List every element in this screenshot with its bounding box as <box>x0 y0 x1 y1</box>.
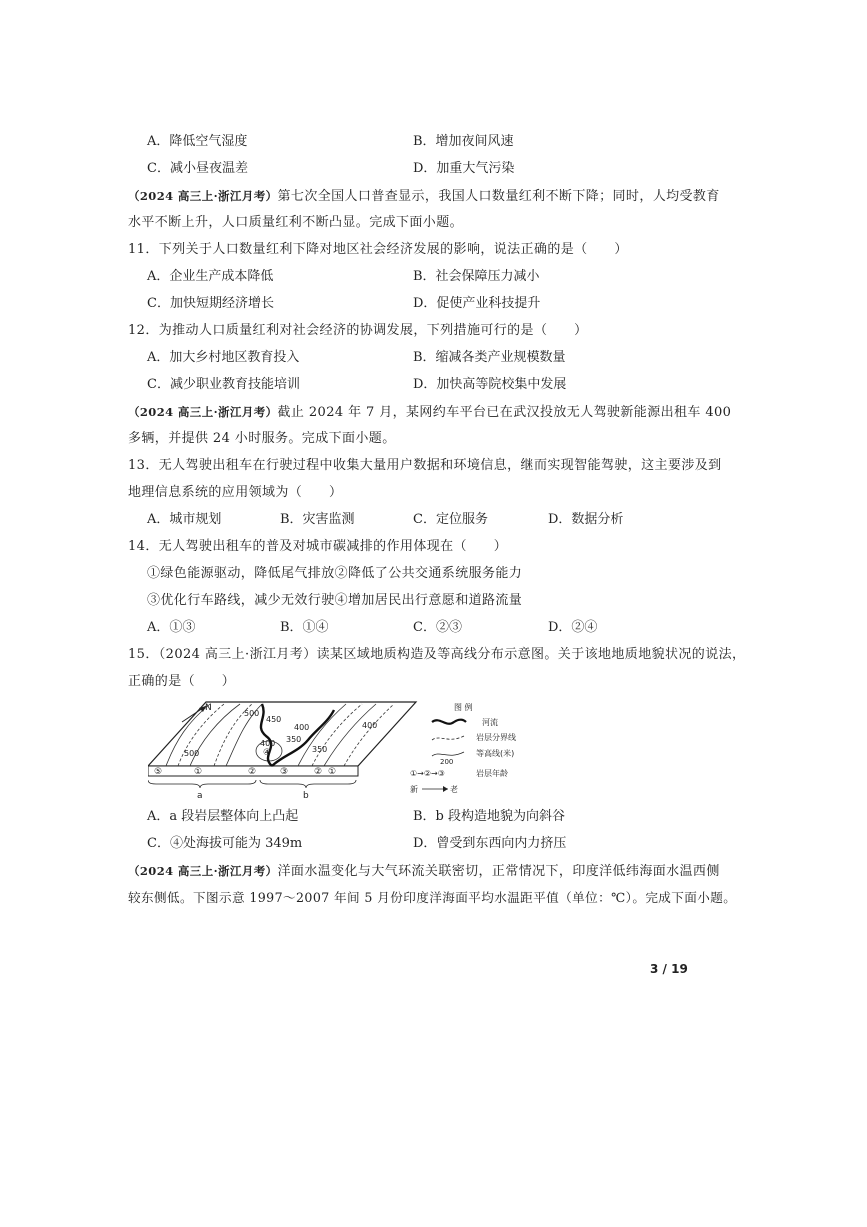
legend-river-label: 河流 <box>482 718 498 727</box>
q13-stem-line1: 13．无人驾驶出租车在行驶过程中收集大量用户数据和环境信息，继而实现智能驾驶，这主要涉及到 <box>128 458 722 473</box>
legend-boundary-label: 岩层分界线 <box>476 733 516 742</box>
q10-option-a: A．降低空气湿度 <box>147 134 248 149</box>
q12-option-d: D．加快高等院校集中发展 <box>413 377 567 392</box>
q11-option-b: B．社会保障压力减小 <box>413 269 540 284</box>
contour-label: 400 <box>362 721 378 730</box>
q14-option-a: A．①③ <box>147 620 196 635</box>
legend-age-label: 岩层年龄 <box>476 769 508 778</box>
rock-layer-label: ② <box>314 767 323 777</box>
contour-label: 450 <box>266 715 282 724</box>
q12-stem: 12．为推动人口质量红利对社会经济的协调发展，下列措施可行的是（ ） <box>128 323 588 338</box>
q13-option-b: B．灾害监测 <box>280 512 355 527</box>
contour-label: 500 <box>244 709 260 718</box>
q13-option-a: A．城市规划 <box>147 512 222 527</box>
rock-layer-label: ① <box>328 767 337 777</box>
material-16-line1 <box>128 862 720 881</box>
legend-new-label: 新 <box>410 785 418 794</box>
q14-statements-3-4: ③优化行车路线，减少无效行驶④增加居民出行意愿和道路流量 <box>147 593 523 608</box>
contour-label: 500 <box>184 749 200 758</box>
q13-option-d: D．数据分析 <box>548 512 624 527</box>
legend-old-label: 老 <box>450 785 458 794</box>
material-13-14-line1 <box>128 403 731 422</box>
legend-contour-value: 200 <box>440 758 454 766</box>
q15-option-b: B．b 段构造地貌为向斜谷 <box>413 809 566 824</box>
legend-contour-label: 等高线(米) <box>476 749 515 758</box>
geology-contour-diagram <box>148 700 568 804</box>
rock-layer-label: ② <box>248 767 257 777</box>
rock-layer-label: ④ <box>263 748 272 758</box>
q14-statements-1-2: ①绿色能源驱动，降低尾气排放②降低了公共交通系统服务能力 <box>147 566 523 581</box>
material-text: 截止 2024 年 7 月，某网约车平台已在武汉投放无人驾驶新能源出租车 400 <box>277 405 732 420</box>
q10-option-c: C．减小昼夜温差 <box>147 161 248 176</box>
legend-age-arrowhead <box>443 786 448 792</box>
q12-option-c: C．减少职业教育技能培训 <box>147 377 300 392</box>
q11-stem: 11．下列关于人口数量红利下降对地区社会经济发展的影响，说法正确的是（ ） <box>128 242 628 257</box>
legend-contour-symbol <box>432 752 464 756</box>
rock-layer-label: ③ <box>280 767 289 777</box>
legend-title: 图 例 <box>454 703 473 712</box>
legend-age-sequence: ①→②→③ <box>410 769 445 778</box>
material-text: 洋面水温变化与大气环流关联密切，正常情况下，印度洋低纬海面水温西侧 <box>277 864 720 879</box>
source-tag: （2024 高三上·浙江月考） <box>128 864 278 878</box>
legend-boundary-symbol <box>432 736 464 740</box>
material-13-14-line2: 多辆，并提供 24 小时服务。完成下面小题。 <box>128 431 396 446</box>
contour-label: 400 <box>260 739 276 748</box>
q15-option-c: C．④处海拔可能为 349m <box>147 836 303 851</box>
q15-option-a: A．a 段岩层整体向上凸起 <box>147 809 299 824</box>
segment-b-brace <box>260 780 356 788</box>
rock-layer-label: ① <box>194 767 203 777</box>
material-text: 第七次全国人口普查显示，我国人口数量红利不断下降；同时，人均受教育 <box>277 189 720 204</box>
q12-option-a: A．加大乡村地区教育投入 <box>147 350 300 365</box>
q14-option-d: D．②④ <box>548 620 598 635</box>
q13-option-c: C．定位服务 <box>413 512 488 527</box>
segment-a-label: a <box>197 791 203 801</box>
contour-label: 350 <box>312 745 328 754</box>
material-16-line2: 较东侧低。下图示意 1997～2007 年间 5 月份印度洋海面平均水温距平值（单位：℃）。完成下面小题。 <box>128 890 737 905</box>
q11-option-a: A．企业生产成本降低 <box>147 269 274 284</box>
legend-river-symbol <box>432 720 466 724</box>
q11-option-d: D．促使产业科技提升 <box>413 296 541 311</box>
q15-option-d: D．曾受到东西向内力挤压 <box>413 836 567 851</box>
rock-layer-label: ⑤ <box>154 767 163 777</box>
q15-stem-line2: 正确的是（ ） <box>128 674 236 689</box>
q12-option-b: B．缩减各类产业规模数量 <box>413 350 566 365</box>
material-11-12-line1 <box>128 187 720 206</box>
q15-stem-line1: 15．（2024 高三上·浙江月考）读某区域地质构造及等高线分布示意图。关于该地地质地貌状况的说法， <box>128 647 746 662</box>
source-tag: （2024 高三上·浙江月考） <box>128 405 278 419</box>
source-tag: （2024 高三上·浙江月考） <box>128 189 278 203</box>
contour-label: 400 <box>294 723 310 732</box>
page-number: 3 / 19 <box>650 962 688 976</box>
q14-stem: 14．无人驾驶出租车的普及对城市碳减排的作用体现在（ ） <box>128 539 508 554</box>
contour-label: 350 <box>286 735 302 744</box>
material-11-12-line2: 水平不断上升，人口质量红利不断凸显。完成下面小题。 <box>128 215 464 230</box>
q11-option-c: C．加快短期经济增长 <box>147 296 274 311</box>
q13-stem-line2: 地理信息系统的应用领域为（ ） <box>128 485 343 500</box>
q10-option-d: D．加重大气污染 <box>413 161 515 176</box>
q14-option-c: C．②③ <box>413 620 462 635</box>
segment-b-label: b <box>303 791 309 801</box>
north-label: N <box>205 703 212 713</box>
q14-option-b: B．①④ <box>280 620 329 635</box>
segment-a-brace <box>148 780 256 788</box>
q10-option-b: B．增加夜间风速 <box>413 134 514 149</box>
